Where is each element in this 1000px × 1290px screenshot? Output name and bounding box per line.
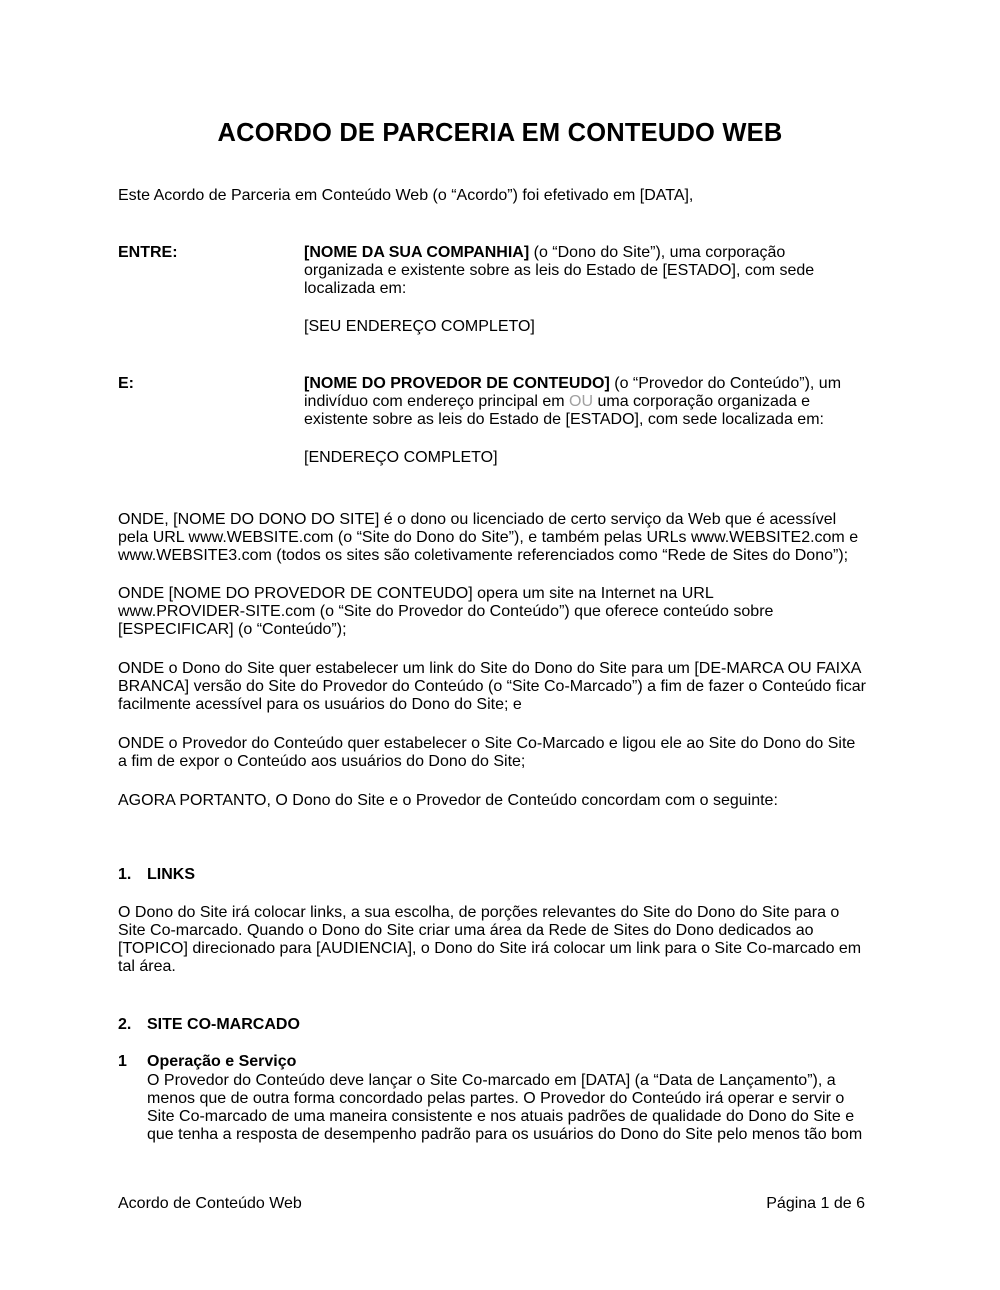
- party1-label: ENTRE:: [118, 244, 178, 261]
- section2-title: SITE CO-MARCADO: [147, 1016, 300, 1033]
- section1-line: Site Co-marcado. Quando o Dono do Site criar uma área da Rede de Sites do Dono dedicados ao: [118, 922, 814, 939]
- section1-line: [TOPICO] direcionado para [AUDIENCIA], o Dono do Site irá colocar um link para o Site Co-marcado em: [118, 940, 862, 957]
- party2-desc-3: existente sobre as leis do Estado de [ESTADO], com sede localizada em:: [304, 411, 824, 428]
- recital-2-line: [ESPECIFICAR] (o “Conteúdo”);: [118, 621, 347, 638]
- recital-2: [118, 585, 888, 639]
- recital-3-line: BRANCA] versão do Site do Provedor do Conteúdo (o “Site Co-Marcado”) a fim de fazer o Conteúdo ficar: [118, 678, 866, 695]
- recital-1-line: www.WEBSITE3.com (todos os sites são coletivamente referenciados como “Rede de Sites do Dono”);: [118, 547, 849, 564]
- party2-desc-2a: indivíduo com endereço principal em: [304, 393, 570, 410]
- subsection-line: que tenha a resposta de desempenho padrão para os usuários do Dono do Site pelo menos tão bom: [147, 1126, 863, 1143]
- party2-name: [NOME DO PROVEDOR DE CONTEUDO]: [304, 375, 610, 392]
- section1-line: tal área.: [118, 958, 176, 975]
- section2-number: 2.: [118, 1016, 132, 1033]
- recital-3-line: facilmente acessível para os usuários do Dono do Site; e: [118, 696, 522, 713]
- recital-2-line: www.PROVIDER-SITE.com (o “Site do Provedor do Conteúdo”) que oferece conteúdo sobre: [118, 603, 774, 620]
- party1-name: [NOME DA SUA COMPANHIA]: [304, 244, 530, 261]
- footer-document-name: Acordo de Conteúdo Web: [118, 1195, 302, 1212]
- recital-3-line: ONDE o Dono do Site quer estabelecer um link do Site do Dono do Site para um [DE-MARCA OU FAIXA: [118, 660, 862, 677]
- party2-desc-1: (o “Provedor do Conteúdo”), um: [609, 375, 842, 392]
- party1-desc-3: localizada em:: [304, 280, 407, 297]
- section1-number: 1.: [118, 866, 132, 883]
- party2-ou: OU: [569, 393, 594, 410]
- party1-desc-2: organizada e existente sobre as leis do Estado de [ESTADO], com sede: [304, 262, 815, 279]
- subsection-line: menos que de outra forma concordado pelas partes. O Provedor do Conteúdo irá operar e servir o: [147, 1090, 845, 1107]
- section1-title: LINKS: [147, 866, 195, 883]
- recital-3: [118, 660, 888, 714]
- party2-block: [304, 375, 864, 467]
- recital-4-line: ONDE o Provedor do Conteúdo quer estabelecer o Site Co-Marcado e ligou ele ao Site do Dono do Site: [118, 735, 856, 752]
- intro-paragraph: Este Acordo de Parceria em Conteúdo Web (o “Acordo”) foi efetivado em [DATA],: [118, 187, 694, 204]
- party1-line1: [304, 244, 864, 262]
- party2-label: E:: [118, 375, 134, 392]
- subsection-line: O Provedor do Conteúdo deve lançar o Site Co-marcado em [DATA] (a “Data de Lançamento”), a: [147, 1072, 836, 1089]
- recital-2-line: ONDE [NOME DO PROVEDOR DE CONTEUDO] opera um site na Internet na URL: [118, 585, 714, 602]
- recital-1-line: pela URL www.WEBSITE.com (o “Site do Dono do Site”), e também pelas URLs www.WEBSITE2.com e: [118, 529, 859, 546]
- party1-block: [304, 244, 864, 336]
- party2-desc-2b: uma corporação organizada e: [593, 393, 811, 410]
- document-title: ACORDO DE PARCERIA EM CONTEUDO WEB: [217, 119, 783, 147]
- recital-4: [118, 735, 888, 771]
- footer-page-number: Página 1 de 6: [766, 1195, 865, 1212]
- party1-address: [SEU ENDEREÇO COMPLETO]: [304, 318, 535, 335]
- recital-1: [118, 511, 888, 565]
- party2-line2: [304, 393, 864, 411]
- recital-5: [118, 792, 888, 810]
- subsection-number: 1: [118, 1053, 127, 1070]
- recital-1-line: ONDE, [NOME DO DONO DO SITE] é o dono ou licenciado de certo serviço da Web que é acessível: [118, 511, 837, 528]
- section1-line: O Dono do Site irá colocar links, a sua escolha, de porções relevantes do Site do Dono do Site para o: [118, 904, 840, 921]
- party2-address: [ENDEREÇO COMPLETO]: [304, 449, 498, 466]
- subsection-title: Operação e Serviço: [147, 1053, 297, 1070]
- party1-desc-1: (o “Dono do Site”), uma corporação: [529, 244, 786, 261]
- recital-4-line: a fim de expor o Conteúdo aos usuários do Dono do Site;: [118, 753, 526, 770]
- recital-5-line: AGORA PORTANTO, O Dono do Site e o Provedor de Conteúdo concordam com o seguinte:: [118, 792, 778, 809]
- party2-line1: [304, 375, 864, 393]
- section1-body: [118, 904, 888, 976]
- subsection-line: Site Co-marcado de uma maneira consistente e nos atuais padrões de qualidade do Dono do Site e: [147, 1108, 855, 1125]
- subsection-body: [147, 1072, 887, 1144]
